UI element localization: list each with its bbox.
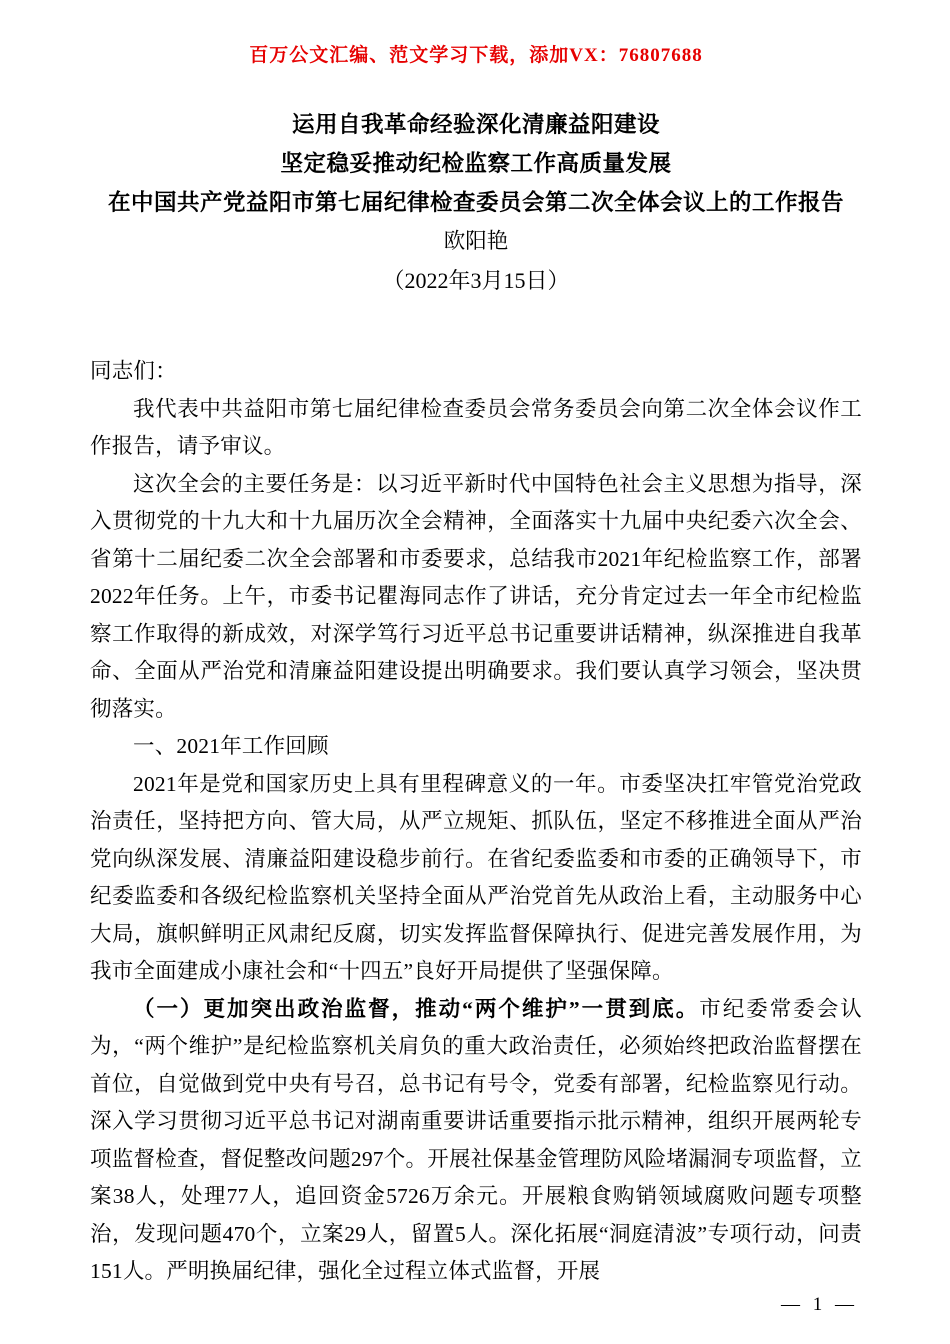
title-block xyxy=(90,105,862,301)
paragraph-tasks: 这次全会的主要任务是：以习近平新时代中国特色社会主义思想为指导，深入贯彻党的十九大和十九届历次全会精神，全面落实十九届中央纪委六次全会、省第十二届纪委二次全会部署和市委要求，总结我市2021年纪检监察工作，部署2022年任务。上午，市委书记瞿海同志作了讲话，充分肯定过去一年全市纪检监察工作取得的新成效，对深学笃行习近平总书记重要讲话精神，纵深推进自我革命、全面从严治党和清廉益阳建设提出明确要求。我们要认真学习领会，坚决贯彻落实。 xyxy=(90,471,862,721)
author-name: 欧阳艳 xyxy=(443,229,509,253)
page-number: — 1 — xyxy=(781,1294,858,1315)
paragraph-intro: 我代表中共益阳市第七届纪律检查委员会常务委员会向第二次全体会议作工作报告，请予审议。 xyxy=(90,396,862,458)
section-heading-1: 一、2021年工作回顾 xyxy=(133,734,329,758)
paragraph-review-2021: 2021年是党和国家历史上具有里程碑意义的一年。市委坚决扛牢管党治党政治责任，坚持把方向、管大局，从严立规矩、抓队伍，坚定不移推进全面从严治党向纵深发展、清廉益阳建设稳步前行。在省纪委监委和市委的正确领导下，市纪委监委和各级纪检监察机关坚持全面从严治党首先从政治上看，主动服务中心大局，旗帜鲜明正风肃纪反腐，切实发挥监督保障执行、促进完善发展作用，为我市全面建成小康社会和“十四五”良好开局提供了坚强保障。 xyxy=(90,771,862,983)
document-body xyxy=(90,353,862,1291)
salutation: 同志们： xyxy=(90,359,177,383)
paragraph-political-supervision xyxy=(90,991,862,1291)
header-notice: 百万公文汇编、范文学习下载，添加VX：76807688 xyxy=(249,45,703,66)
title-line-1: 运用自我革命经验深化清廉益阳建设 xyxy=(291,112,660,137)
title-line-3: 在中国共产党益阳市第七届纪律检查委员会第二次全体会议上的工作报告 xyxy=(107,190,844,215)
document-date: （2022年3月15日） xyxy=(382,268,570,293)
paragraph-bold-rest: 市纪委常委会认为，“两个维护”是纪检监察机关肩负的重大政治责任，必须始终把政治监督摆在首位，自觉做到党中央有号召，总书记有号令，党委有部署，纪检监察见行动。深入学习贯彻习近平总书记对湖南重要讲话重要指示批示精神，组织开展两轮专项监督检查，督促整改问题297个。开展社保基金管理防风险堵漏洞专项监督，立案38人，处理77人，追回资金5726万余元。开展粮食购销领域腐败问题专项整治，发现问题470个，立案29人，留置5人。深化拓展“洞庭清波”专项行动，问责151人。严明换届纪律，强化全过程立体式监督，开展 xyxy=(90,996,862,1283)
title-line-2: 坚定稳妥推动纪检监察工作高质量发展 xyxy=(280,151,672,176)
paragraph-bold-lead: （一）更加突出政治监督，推动“两个维护”一贯到底。 xyxy=(133,996,700,1021)
